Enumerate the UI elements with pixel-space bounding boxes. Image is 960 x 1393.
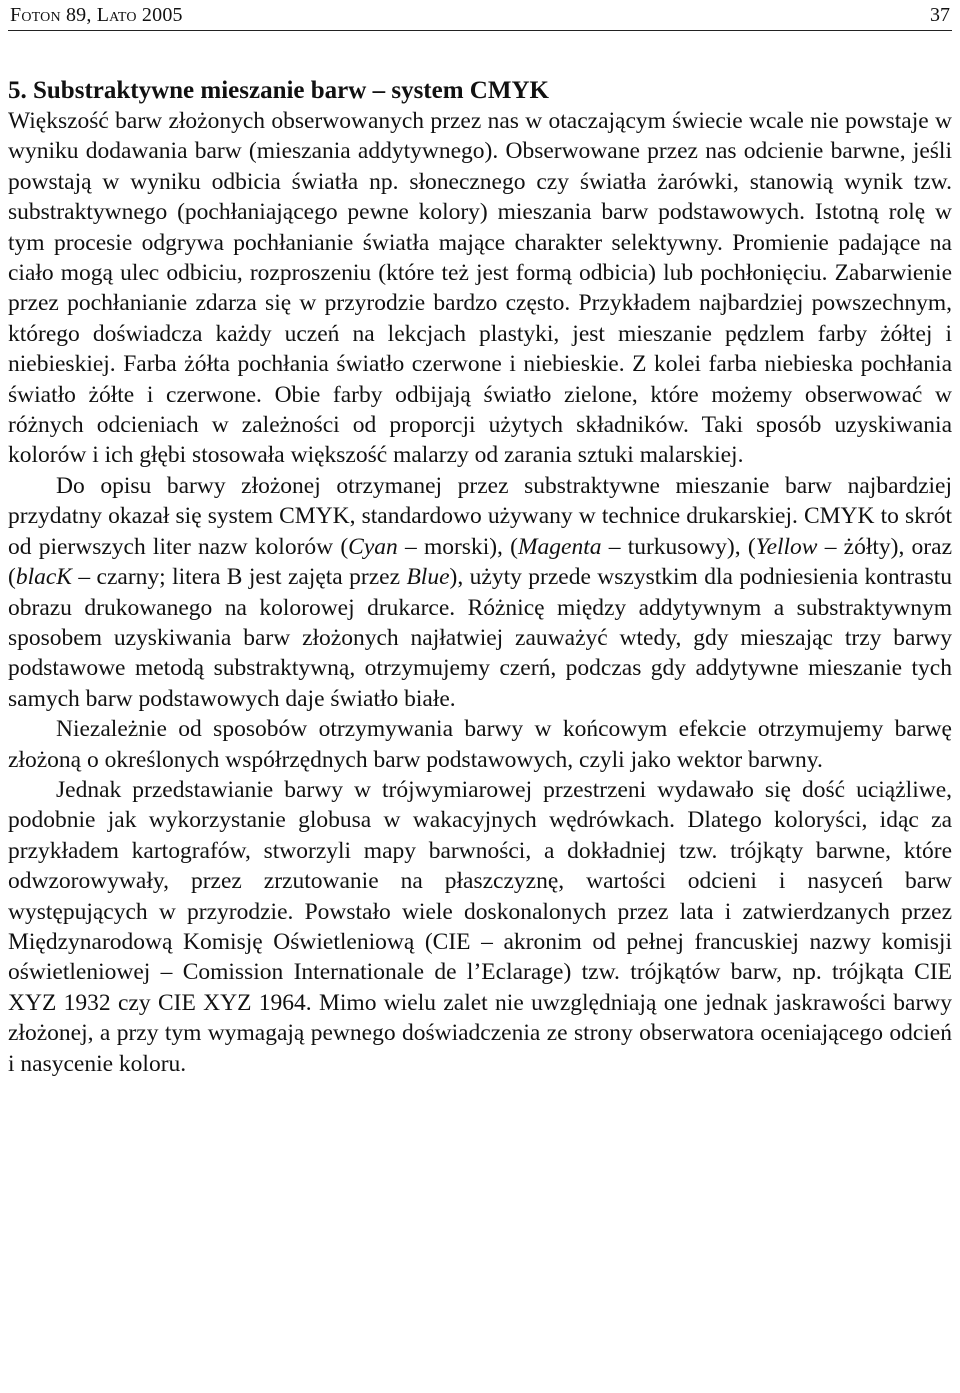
running-header (8, 0, 952, 31)
paragraph-color-vector: Niezależnie od sposobów otrzymywania barwy w końcowym efekcie otrzymujemy barwę złożoną o określonych współrzędnych barw podstawowych, czyli jako wektor barwny. (8, 716, 952, 773)
paragraph-text: – żółty), oraz ( (8, 533, 952, 591)
paragraph-cmyk-system (8, 471, 952, 714)
paragraph-text: – morski), ( (397, 533, 518, 560)
paragraph-text: – turkusowy), ( (601, 533, 756, 560)
paragraph-subtractive-mixing: Większość barw złożonych obserwowanych przez nas w otaczającym świecie wcale nie powstaje w wyniku dodawania barw (mieszania addytywnego). Obserwowane przez nas odcienie barwne, jeśli powstają w wyniku odbicia światła np. słonecznego czy światła żarówki, stanowią wynik tzw. substraktywnego (pochłaniającego pewne kolory) mieszania barw podstawowych. Istotną rolę w tym procesie odgrywa pochłanianie światła mające charakter selektywny. Promienie padające na ciało mogą ulec odbiciu, rozproszeniu (które też jest formą odbicia) lub pochłonięciu. Zabarwienie przez pochłanianie zdarza się w przyrodzie bardzo często. Przykładem najbardziej powszechnym, którego doświadcza każdy uczeń na lekcjach plastyki, jest mieszanie pędzlem farby żółtej i niebieskiej. Farba żółta pochłania światło czerwone i niebieskie. Z kolei farba niebieska pochłania światło żółte i czerwone. Obie farby odbijają światło zielone, które możemy obserwować w różnych odcieniach w zależności od proporcji użytych składników. Taki sposób uzyskiwania kolorów i ich głębi stosowała większość malarzy od zarania sztuki malarskiej. (8, 108, 952, 469)
paragraph-color-triangles: Jednak przedstawianie barwy w trójwymiarowej przestrzeni wydawało się dość uciążliwe, podobnie jak wykorzystanie globusa w wakacyjnych wędrówkach. Dlatego koloryści, idąc za przykładem kartografów, stworzyli mapy barwności, a dokładniej tzw. trójkąty barwne, które odwzorowywały, przez zrzutowanie na płaszczyznę, wartości odcieni i nasyceń barw występujących w przyrodzie. Powstało wiele doskonalonych przez lata i zatwierdzanych przez Międzynarodową Komisję Oświetleniową (CIE – akronim od pełnej francuskiej nazwy komisji oświetleniowej – Comission Internationale de l’Eclarage) tzw. trójkątów barw, np. trójkąta CIE XYZ 1932 czy CIE XYZ 1964. Mimo wielu zalet nie uwzględniają one jednak jaskrawości barwy złożonej, a przy tym wymagają pewnego doświadczenia ze strony obserwatora oceniającego odcień i nasycenie koloru. (8, 776, 952, 1077)
page-number: 37 (930, 4, 950, 26)
term-yellow: Yellow (755, 533, 818, 560)
paragraph-text: Do opisu barwy złożonej otrzymanej przez substraktywne mieszanie barw najbardziej przydatny okazał się system CMYK, standardowo używany w technice drukarskiej. CMYK to skrót od pierwszych liter nazw kolorów ( (8, 472, 952, 560)
term-magenta: Magenta (517, 533, 602, 560)
term-blue: Blue (406, 564, 450, 591)
paragraph-text: ), użyty przede wszystkim dla podniesienia kontrastu obrazu drukowanego na kolorowej drukarce. Różnicę między addytywnym a substraktywnym sposobem uzyskiwania barw złożonych najłatwiej zauważyć wtedy, gdy mieszając trzy barwy podstawowe metodą substraktywną, otrzymujemy czerń, podczas gdy addytywne mieszanie tych samych barw podstawowych daje światło białe. (8, 564, 953, 712)
term-black: blacK (15, 564, 72, 591)
section-title: 5. Substraktywne mieszanie barw – system CMYK (8, 77, 549, 104)
article-page (8, 0, 952, 1079)
term-cyan: Cyan (348, 533, 398, 560)
paragraph-text: – czarny; litera B jest zajęta przez (71, 564, 407, 591)
journal-issue: Foton 89, Lato 2005 (10, 4, 183, 26)
